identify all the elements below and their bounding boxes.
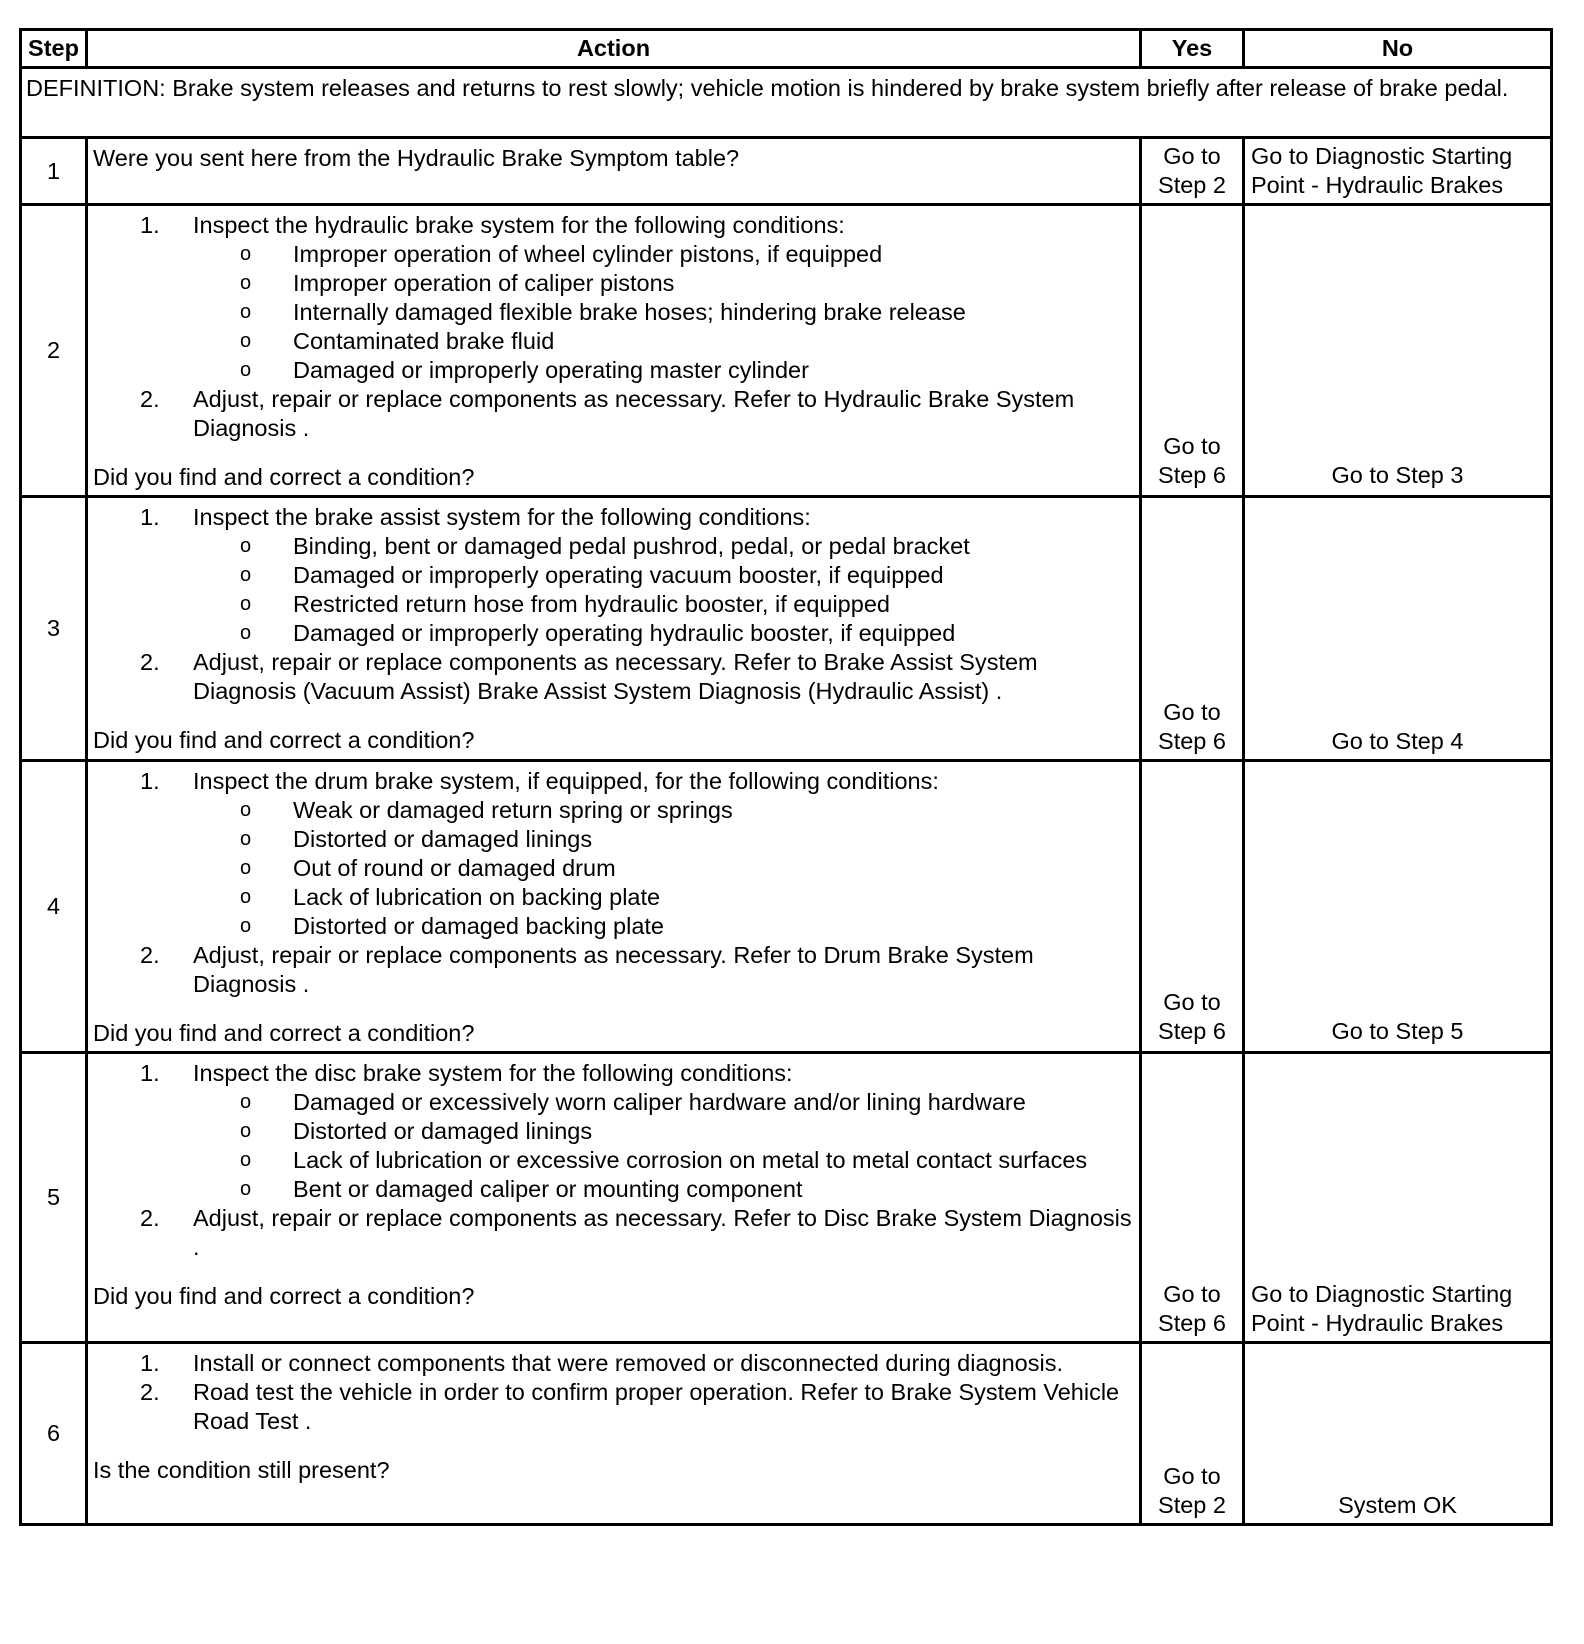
- instruction-text: Adjust, repair or replace components as necessary. Refer to Hydraulic Brake System Diagnosis .: [193, 386, 1075, 441]
- bullet-icon: o: [240, 359, 252, 381]
- yes-cell: [1141, 497, 1244, 761]
- no-content: [1251, 1057, 1546, 1338]
- no-cell: [1244, 1053, 1552, 1343]
- no-action-link[interactable]: Go to Step 4: [1331, 728, 1464, 754]
- no-content: [1249, 209, 1546, 490]
- instruction-text: Adjust, repair or replace components as necessary. Refer to Disc Brake System Diagnosis .: [193, 1205, 1132, 1260]
- step-number: 6: [21, 1343, 87, 1525]
- instruction-text: Inspect the drum brake system, if equipped, for the following conditions:: [193, 768, 939, 794]
- step-row: [21, 1343, 1552, 1525]
- question-text: Did you find and correct a condition?: [93, 1020, 475, 1046]
- bullet-icon: o: [240, 915, 252, 937]
- header-row: [21, 30, 1552, 68]
- condition-item: [93, 590, 1133, 619]
- yes-content: [1146, 1347, 1238, 1520]
- condition-text: Distorted or damaged linings: [293, 1118, 593, 1144]
- action-cell: [87, 205, 1141, 497]
- instruction-list: [93, 1349, 1133, 1436]
- condition-item: [93, 561, 1133, 590]
- condition-item: [93, 298, 1133, 327]
- condition-item: [93, 854, 1133, 883]
- condition-text: Internally damaged flexible brake hoses; hindering brake release: [293, 299, 966, 325]
- definition-text: DEFINITION: Brake system releases and returns to rest slowly; vehicle motion is hindered by brake system briefly after release of brake pedal.: [21, 68, 1552, 138]
- yes-content: [1146, 209, 1238, 490]
- yes-cell: [1141, 1053, 1244, 1343]
- no-content: [1249, 501, 1546, 756]
- bullet-icon: o: [240, 1091, 252, 1113]
- bullet-icon: o: [240, 593, 252, 615]
- condition-item: [93, 1117, 1133, 1146]
- action-content: [93, 767, 1133, 1048]
- question-text: Is the condition still present?: [93, 1457, 390, 1483]
- step-row: [21, 205, 1552, 497]
- bullet-icon: o: [240, 1120, 252, 1142]
- condition-item: [93, 912, 1133, 941]
- condition-text: Restricted return hose from hydraulic booster, if equipped: [293, 591, 890, 617]
- step-number: 1: [21, 138, 87, 205]
- bullet-icon: o: [240, 886, 252, 908]
- action-content: [93, 503, 1133, 755]
- yes-cell: [1141, 205, 1244, 497]
- yes-content: [1146, 1057, 1238, 1338]
- instruction-list: [93, 1059, 1133, 1262]
- bullet-icon: o: [240, 622, 252, 644]
- action-cell: [87, 138, 1141, 205]
- instruction-list: [93, 211, 1133, 443]
- no-action-link[interactable]: Go to Step 5: [1331, 1018, 1464, 1044]
- bullet-icon: o: [240, 1149, 252, 1171]
- instruction-item: [93, 941, 1133, 999]
- step-row: [21, 138, 1552, 205]
- condition-item: [93, 619, 1133, 648]
- no-action-link[interactable]: Go to Diagnostic Starting Point - Hydraulic Brakes: [1251, 1281, 1513, 1336]
- yes-action-link[interactable]: Go to Step 2: [1158, 143, 1226, 198]
- diagnostic-table-sheet: [19, 28, 1550, 1526]
- diagnostic-table: [19, 28, 1553, 1526]
- step-row: [21, 1053, 1552, 1343]
- instruction-text: Inspect the brake assist system for the following conditions:: [193, 504, 811, 530]
- instruction-text: Road test the vehicle in order to confirm proper operation. Refer to Brake System Vehicle Road Test .: [193, 1379, 1120, 1434]
- instruction-text: Adjust, repair or replace components as necessary. Refer to Brake Assist System Diagnosis (Vacuum Assist) Brake Assist System Diagnosis (Hydraulic Assist) .: [193, 649, 1038, 704]
- step-number: 2: [21, 205, 87, 497]
- instruction-item: [93, 1349, 1133, 1378]
- action-cell: [87, 1053, 1141, 1343]
- bullet-icon: o: [240, 828, 252, 850]
- action-cell: [87, 761, 1141, 1053]
- bullet-icon: o: [240, 243, 252, 265]
- question-text: Did you find and correct a condition?: [93, 727, 475, 753]
- yes-cell: [1141, 1343, 1244, 1525]
- condition-text: Binding, bent or damaged pedal pushrod, pedal, or pedal bracket: [293, 533, 970, 559]
- condition-text: Out of round or damaged drum: [293, 855, 616, 881]
- yes-action-link[interactable]: Go to Step 6: [1158, 699, 1226, 754]
- no-content: [1251, 142, 1546, 200]
- condition-item: [93, 825, 1133, 854]
- no-action-link[interactable]: Go to Step 3: [1331, 462, 1464, 488]
- bullet-icon: o: [240, 330, 252, 352]
- instruction-list: [93, 503, 1133, 706]
- step-row: [21, 761, 1552, 1053]
- condition-text: Damaged or excessively worn caliper hardware and/or lining hardware: [293, 1089, 1026, 1115]
- yes-action-link[interactable]: Go to Step 6: [1158, 989, 1226, 1044]
- condition-text: Distorted or damaged backing plate: [293, 913, 664, 939]
- step-number: 5: [21, 1053, 87, 1343]
- instruction-item: [93, 1378, 1133, 1436]
- condition-text: Lack of lubrication or excessive corrosion on metal to metal contact surfaces: [293, 1147, 1088, 1173]
- condition-text: Damaged or improperly operating hydraulic booster, if equipped: [293, 620, 956, 646]
- bullet-icon: o: [240, 272, 252, 294]
- yes-action-link[interactable]: Go to Step 6: [1158, 1281, 1226, 1336]
- instruction-number: 1.: [140, 212, 160, 238]
- action-content: [93, 1059, 1133, 1311]
- instruction-number: 2.: [140, 942, 160, 968]
- header-no: No: [1244, 30, 1552, 68]
- condition-text: Improper operation of caliper pistons: [293, 270, 675, 296]
- bullet-icon: o: [240, 857, 252, 879]
- instruction-number: 1.: [140, 504, 160, 530]
- instruction-number: 1.: [140, 768, 160, 794]
- no-action-link[interactable]: Go to Diagnostic Starting Point - Hydraulic Brakes: [1251, 143, 1513, 198]
- header-action: Action: [87, 30, 1141, 68]
- no-cell: [1244, 497, 1552, 761]
- instruction-item: [93, 1204, 1133, 1262]
- condition-item: [93, 1088, 1133, 1117]
- instruction-number: 2.: [140, 1379, 160, 1405]
- header-yes: Yes: [1141, 30, 1244, 68]
- condition-item: [93, 1146, 1133, 1175]
- step-number: 3: [21, 497, 87, 761]
- instruction-text: Adjust, repair or replace components as necessary. Refer to Drum Brake System Diagnosis .: [193, 942, 1034, 997]
- condition-text: Improper operation of wheel cylinder pistons, if equipped: [293, 241, 883, 267]
- condition-item: [93, 356, 1133, 385]
- bullet-icon: o: [240, 301, 252, 323]
- step-number: 4: [21, 761, 87, 1053]
- step-row: [21, 497, 1552, 761]
- question-text: Did you find and correct a condition?: [93, 1283, 475, 1309]
- no-cell: [1244, 138, 1552, 205]
- no-content: [1249, 765, 1546, 1046]
- instruction-number: 1.: [140, 1350, 160, 1376]
- condition-item: [93, 796, 1133, 825]
- yes-content: [1146, 142, 1238, 200]
- condition-item: [93, 327, 1133, 356]
- question-text: Were you sent here from the Hydraulic Brake Symptom table?: [93, 145, 740, 171]
- condition-item: [93, 883, 1133, 912]
- yes-content: [1146, 765, 1238, 1046]
- instruction-item: [93, 1059, 1133, 1088]
- instruction-list: [93, 767, 1133, 999]
- instruction-number: 1.: [140, 1060, 160, 1086]
- instruction-number: 2.: [140, 1205, 160, 1231]
- bullet-icon: o: [240, 535, 252, 557]
- bullet-icon: o: [240, 564, 252, 586]
- instruction-text: Install or connect components that were removed or disconnected during diagnosis.: [193, 1350, 1063, 1376]
- action-cell: [87, 1343, 1141, 1525]
- condition-text: Contaminated brake fluid: [293, 328, 555, 354]
- no-action-link[interactable]: System OK: [1338, 1492, 1457, 1518]
- instruction-text: Inspect the disc brake system for the following conditions:: [193, 1060, 793, 1086]
- instruction-item: [93, 767, 1133, 796]
- no-cell: [1244, 205, 1552, 497]
- condition-text: Lack of lubrication on backing plate: [293, 884, 661, 910]
- no-content: [1249, 1347, 1546, 1520]
- yes-cell: [1141, 138, 1244, 205]
- action-content: [93, 211, 1133, 492]
- yes-cell: [1141, 761, 1244, 1053]
- question-text: Did you find and correct a condition?: [93, 464, 475, 490]
- bullet-icon: o: [240, 799, 252, 821]
- condition-item: [93, 532, 1133, 561]
- instruction-number: 2.: [140, 386, 160, 412]
- instruction-item: [93, 503, 1133, 532]
- instruction-item: [93, 211, 1133, 240]
- yes-content: [1146, 501, 1238, 756]
- no-cell: [1244, 1343, 1552, 1525]
- condition-text: Damaged or improperly operating vacuum booster, if equipped: [293, 562, 944, 588]
- instruction-item: [93, 385, 1133, 443]
- no-cell: [1244, 761, 1552, 1053]
- bullet-icon: o: [240, 1178, 252, 1200]
- condition-text: Weak or damaged return spring or springs: [293, 797, 733, 823]
- instruction-item: [93, 648, 1133, 706]
- condition-text: Distorted or damaged linings: [293, 826, 593, 852]
- condition-item: [93, 1175, 1133, 1204]
- definition-row: [21, 68, 1552, 138]
- condition-text: Bent or damaged caliper or mounting component: [293, 1176, 803, 1202]
- yes-action-link[interactable]: Go to Step 2: [1158, 1463, 1226, 1518]
- header-step: Step: [21, 30, 87, 68]
- yes-action-link[interactable]: Go to Step 6: [1158, 433, 1226, 488]
- instruction-number: 2.: [140, 649, 160, 675]
- action-content: [93, 1349, 1133, 1485]
- instruction-text: Inspect the hydraulic brake system for the following conditions:: [193, 212, 845, 238]
- action-cell: [87, 497, 1141, 761]
- condition-text: Damaged or improperly operating master cylinder: [293, 357, 809, 383]
- condition-item: [93, 240, 1133, 269]
- condition-item: [93, 269, 1133, 298]
